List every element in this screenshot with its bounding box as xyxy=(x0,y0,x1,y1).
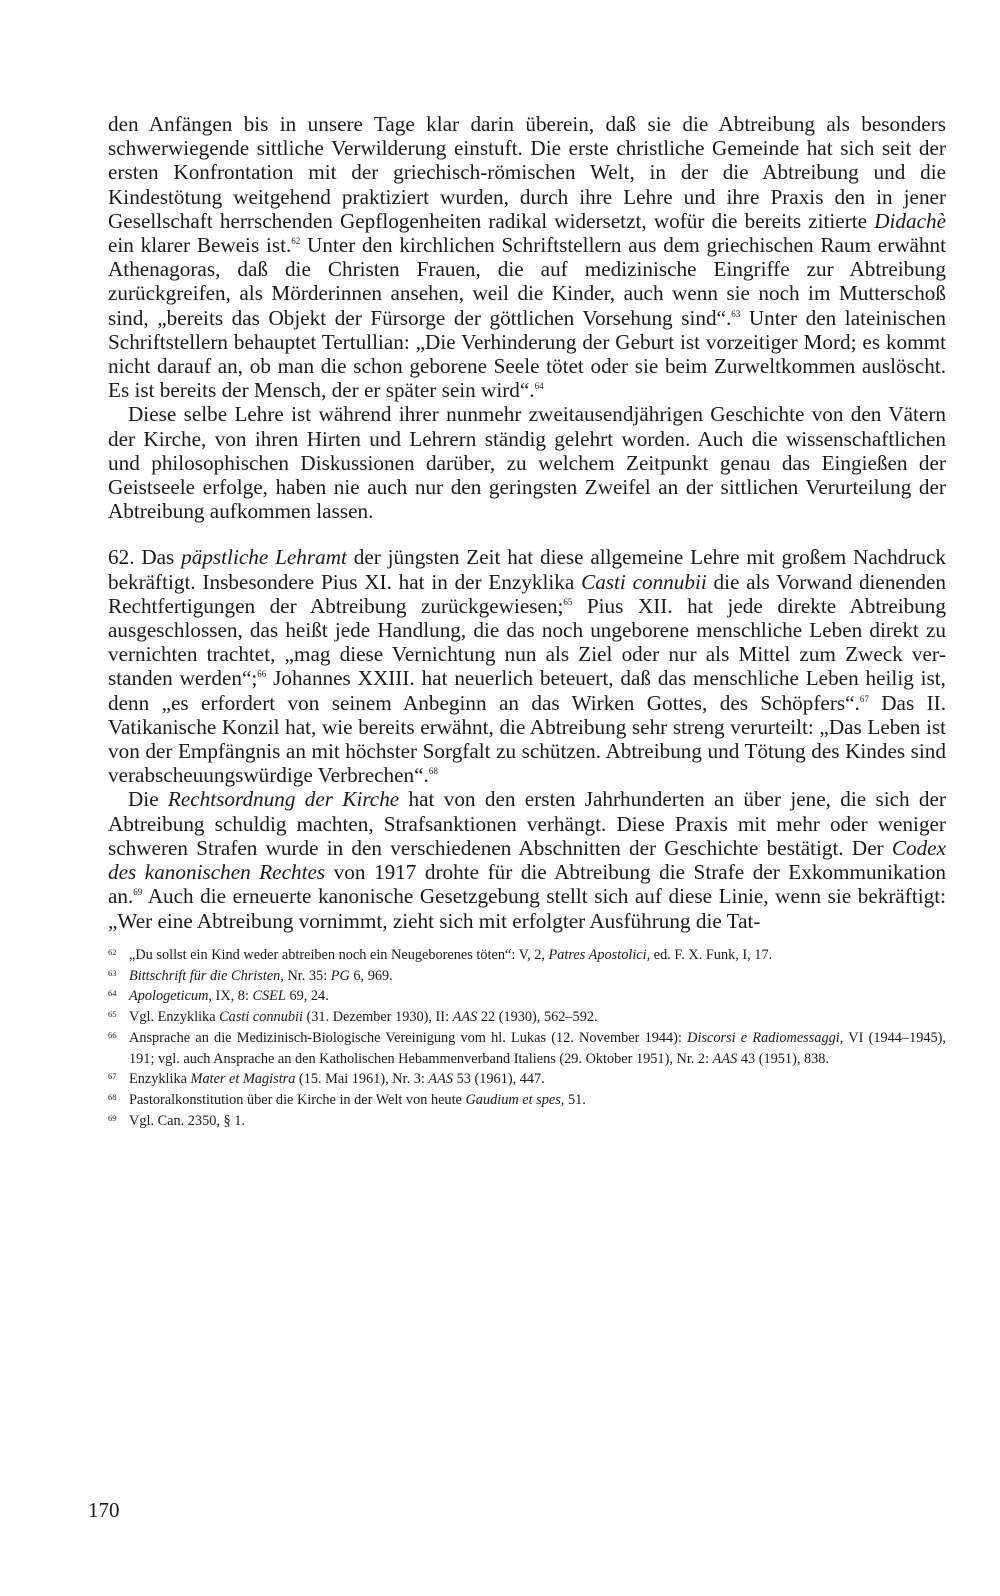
footnote-run: Vgl. Enzyklika xyxy=(129,1009,220,1026)
footnote-run: 53 (1961), 447. xyxy=(453,1071,545,1088)
footnote-number: 64 xyxy=(108,988,117,999)
text-run: den Anfängen bis in unsere Tage klar darin überein, daß sie die Abtreibung als besonders schwerwiegende sittliche Verwilderung einstuft. Die erste christliche Gemeinde hat sich seit der ersten Konfrontation mit der griechisch-römischen Welt, in der die Abtreibung und die Kindestötung weitgehend praktiziert wurden, durch ihre Lehre und ihre Praxis den in jener Gesellschaft herrschenden Gepflogenheiten radikal widersetzt, wofür die bereits zitierte xyxy=(108,112,946,233)
footnote-number: 67 xyxy=(108,1071,117,1082)
footnote-run: (15. Mai 1961), Nr. 3: xyxy=(295,1071,429,1088)
footnote-number: 62 xyxy=(108,946,117,957)
text-run: die als Vorwand dienenden Rechtfertigungen der Abtreibung zurückgewiesen; xyxy=(108,569,947,618)
footnote-italic: Bittschrift für die Christen, xyxy=(129,967,284,984)
footnote-italic: AAS xyxy=(712,1050,738,1067)
document-page xyxy=(108,112,946,1132)
footnote-run: 22 (1930), 562–592. xyxy=(477,1009,598,1026)
paragraph-62 xyxy=(108,545,946,787)
footnote-run: Pastoralkonstitution über die Kirche in der Welt von heute xyxy=(129,1092,466,1109)
footnote-italic: Casti connubii xyxy=(219,1009,303,1026)
italic-title: Codex des kanonischen Rechtes xyxy=(108,835,946,885)
footnote-italic: PG xyxy=(330,967,350,984)
footnotes xyxy=(108,945,946,1132)
footnote-italic: Mater et Magistra xyxy=(190,1071,296,1088)
footnote-number: 63 xyxy=(108,967,117,978)
paragraph-1 xyxy=(108,112,946,402)
text-run: Johannes XXIII. hat neuerlich beteuert, daß das menschliche Leben heilig ist, denn „es erfordert von seinem Anbeginn an das Wirken Gottes, des Schöpfers“. xyxy=(108,666,946,715)
footnote-run: 69, 24. xyxy=(285,988,329,1005)
footnote-67 xyxy=(108,1069,946,1090)
text-run: Auch die erneuerte kanonische Gesetzgebung stellt sich auf diese Linie, wenn sie bekräftigt: „Wer eine Abtreibung vornimmt, zieht sich mit erfolgter Ausführung die Tat- xyxy=(108,884,946,933)
footnote-63 xyxy=(108,966,946,987)
footnote-text xyxy=(129,1069,946,1090)
footnote-text xyxy=(129,1111,946,1132)
footnote-64 xyxy=(108,986,946,1007)
footnote-number: 65 xyxy=(108,1009,117,1020)
footnote-text xyxy=(129,945,946,966)
footnote-text xyxy=(129,986,946,1007)
footnote-62 xyxy=(108,945,946,966)
text-run: der jüngsten Zeit hat diese allgemeine Lehre mit großem Nachdruck bekräftigt. Insbesondere Pius XI. hat in der Enzyklika xyxy=(108,545,947,594)
footnote-number: 69 xyxy=(108,1113,117,1124)
footnote-run: IX, 8: xyxy=(211,988,253,1005)
italic-term: päpstliche Lehramt xyxy=(181,545,347,570)
footnote-italic: CSEL xyxy=(252,988,286,1005)
footnote-text xyxy=(129,1028,946,1070)
footnote-run: Vgl. Can. 2350, § 1. xyxy=(129,1113,245,1130)
footnote-run: Ansprache an die Medizinisch-Biologische Vereinigung vom hl. Lukas (12. November 1944): xyxy=(129,1029,688,1046)
footnote-ref[interactable]: 63 xyxy=(731,308,741,319)
footnote-italic: Gaudium et spes, xyxy=(465,1092,565,1109)
footnote-ref[interactable]: 69 xyxy=(133,887,143,898)
footnote-run: (31. Dezember 1930), II: xyxy=(302,1009,453,1026)
footnote-ref[interactable]: 65 xyxy=(563,596,573,607)
footnote-ref[interactable]: 66 xyxy=(257,669,267,680)
text-run: 62. Das xyxy=(108,545,182,570)
text-run: von 1917 drohte für die Abtreibung die Strafe der Exkommunikation an. xyxy=(108,860,947,909)
text-run: Unter den lateinischen Schriftstellern behauptet Tertullian: „Die Verhinderung der Geburt ist vorzeitiger Mord; es kommt nicht darauf an, ob man die schon geborene Seele tötet oder sie beim Zurweltkommen auslöscht. Es ist bereits der Mensch, der er später sein wird“. xyxy=(108,305,946,403)
footnote-number: 66 xyxy=(108,1029,117,1040)
footnote-run: „Du sollst ein Kind weder abtreiben noch ein Neugeborenes töten“: V, 2, xyxy=(129,946,549,963)
text-run: Die xyxy=(128,787,168,812)
footnote-69 xyxy=(108,1111,946,1132)
footnote-italic: AAS xyxy=(452,1009,478,1026)
footnote-run: ed. F. X. Funk, I, 17. xyxy=(650,946,773,963)
footnote-run: 6, 969. xyxy=(349,967,393,984)
text-run: Unter den kirchlichen Schriftstellern aus dem griechischen Raum erwähnt Athenagoras, daß die Christen Frauen, die auf medizinische Eingriffe zur Abtreibung zurückgreifen, als Mörderinnen ansehen, weil die Kinder, auch wenn sie noch im Mutterschoß sind, „bereits das Objekt der Fürsorge der göttlichen Vorsehung sind“. xyxy=(108,233,946,330)
text-run: hat von den ersten Jahrhunderten an über jene, die sich der Abtreibung schuldig machten, Strafsanktionen verhängt. Diese Praxis mit mehr oder weniger schweren Strafen wurde in den verschiedenen Abschnitten der Geschichte bestätigt. Der xyxy=(108,787,946,860)
footnote-text xyxy=(129,1090,946,1111)
footnote-run: 51. xyxy=(564,1092,586,1109)
footnote-text xyxy=(129,1007,946,1028)
footnote-text xyxy=(129,966,946,987)
text-run: Das II. Vatikanische Konzil hat, wie bereits erwähnt, die Abtreibung sehr streng verurteilt: „Das Leben ist von der Empfängnis an mit höchster Sorgfalt zu schützen. Abtreibung und Tötung des Kindes sind verabscheuungswürdige Verbrechen“. xyxy=(108,690,946,788)
paragraph-2: Diese selbe Lehre ist während ihrer nunmehr zweitausendjährigen Geschichte von den Vätern der Kirche, von ihren Hirten und Lehrern ständig gelehrt worden. Auch die wissenschaftlichen und philosophischen Diskussionen darüber, zu welchem Zeitpunkt genau das Eingießen der Geistseele erfolge, haben nie auch nur den geringsten Zweifel an der sittlichen Verurteilung der Abtreibung aufkommen lassen. xyxy=(108,402,946,524)
text-run: ein klarer Beweis ist. xyxy=(108,233,292,258)
italic-title: Casti connubii xyxy=(581,569,707,594)
page-number: 170 xyxy=(88,1498,120,1522)
italic-term: Rechtsordnung der Kirche xyxy=(167,787,400,812)
footnote-italic: Discorsi e Radiomessaggi, xyxy=(687,1029,844,1046)
footnote-number: 68 xyxy=(108,1092,117,1103)
footnote-run: VI (1944–1945), 191; vgl. auch Ansprache an den Katholischen Hebammenverband Italiens (29. Oktober 1951), Nr. 2: xyxy=(129,1029,946,1067)
footnote-66 xyxy=(108,1028,946,1070)
footnote-run: Nr. 35: xyxy=(283,967,331,984)
footnote-ref[interactable]: 62 xyxy=(291,236,301,247)
footnote-68 xyxy=(108,1090,946,1111)
footnote-ref[interactable]: 67 xyxy=(859,693,869,704)
footnote-65 xyxy=(108,1007,946,1028)
text-run: Pius XII. hat jede direkte Abtreibung ausgeschlossen, das heißt jede Handlung, die das noch ungeborene menschliche Leben direkt zu vernichten trachtet, „mag diese Vernichtung nun als Ziel oder nur als Mittel zum Zweck verstanden werden“; xyxy=(108,593,946,691)
footnote-ref[interactable]: 68 xyxy=(428,766,438,777)
footnote-ref[interactable]: 64 xyxy=(534,381,544,392)
footnote-italic: Apologeticum, xyxy=(129,988,212,1005)
footnote-run: Enzyklika xyxy=(129,1071,191,1088)
section-gap xyxy=(108,523,946,545)
italic-title: Didachè xyxy=(874,208,946,233)
footnote-run: 43 (1951), 838. xyxy=(737,1050,829,1067)
footnote-italic: AAS xyxy=(428,1071,454,1088)
footnote-italic: Patres Apostolici, xyxy=(548,946,651,963)
paragraph-4 xyxy=(108,787,946,932)
